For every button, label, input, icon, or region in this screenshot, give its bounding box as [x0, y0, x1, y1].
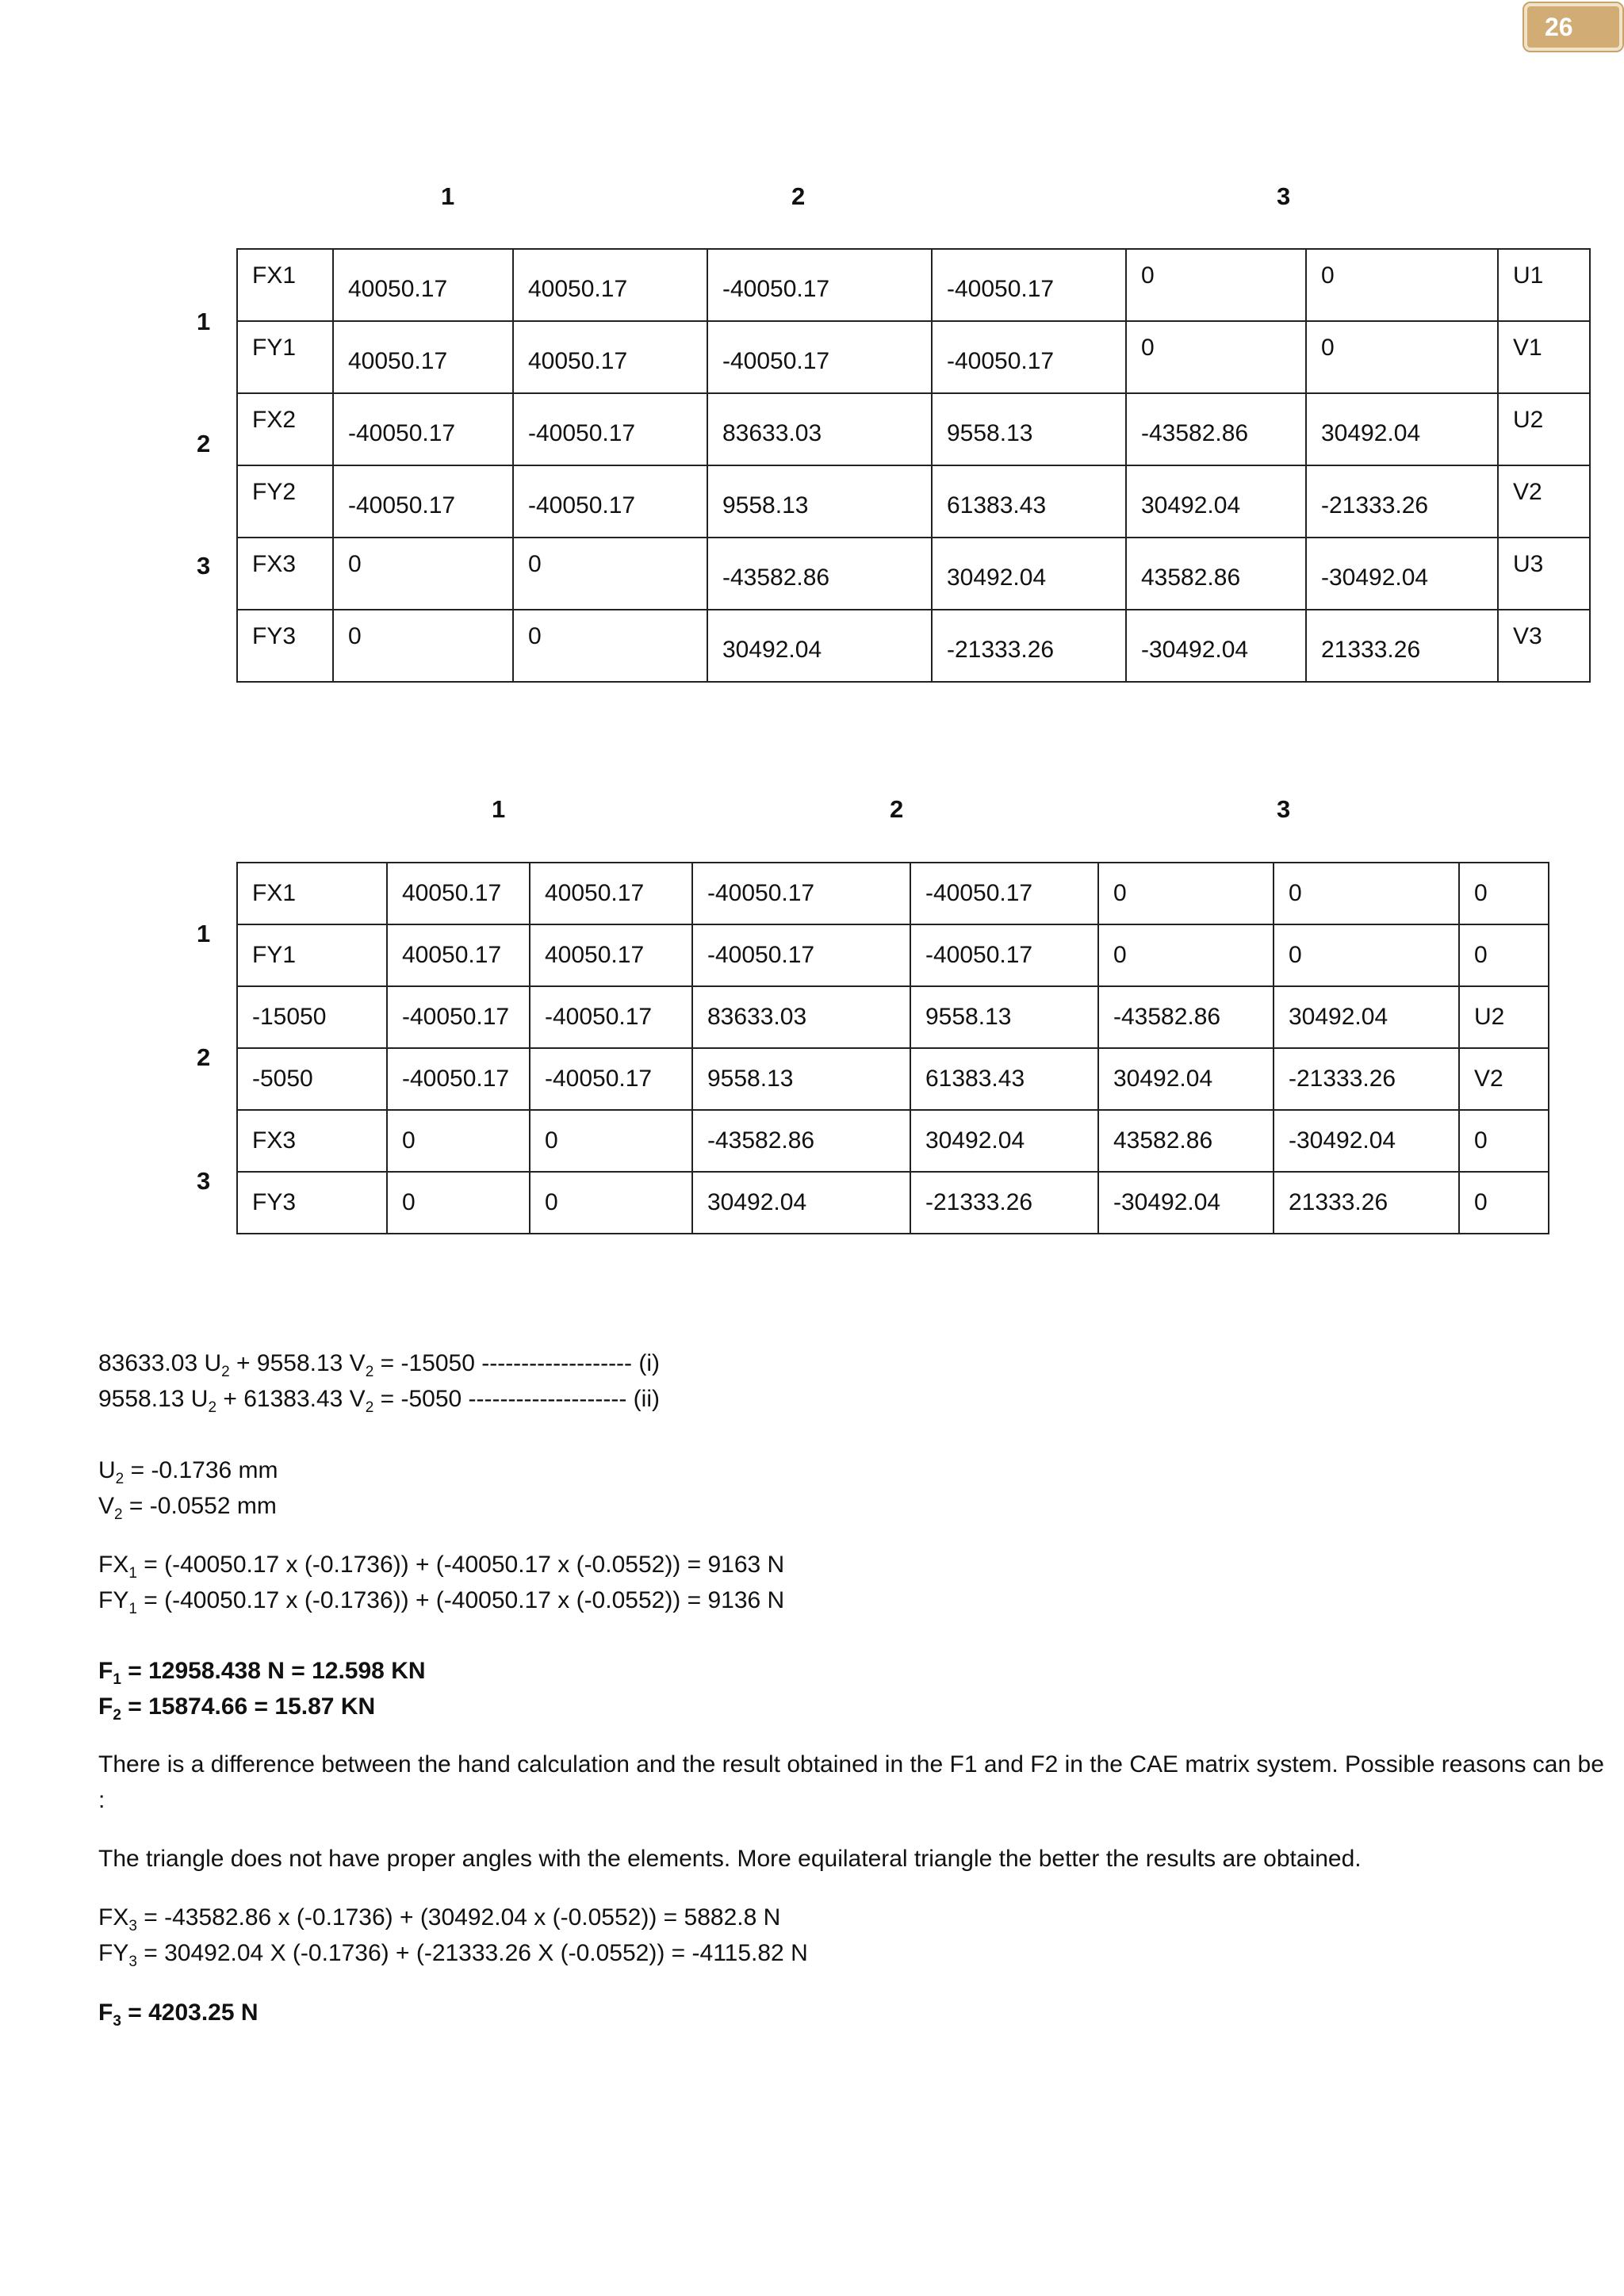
dof-cell: 0 — [1459, 1172, 1549, 1234]
matrix-cell: 0 — [1306, 249, 1498, 321]
matrix-cell: -40050.17 — [910, 863, 1098, 924]
matrix-cell: 0 — [1098, 924, 1274, 986]
matrix-cell: 43582.86 — [1098, 1110, 1274, 1172]
matrix-cell: -40050.17 — [513, 465, 707, 538]
page-number-badge: 26 — [1524, 3, 1622, 51]
row-label-cell: FX2 — [237, 393, 333, 465]
matrix-cell: 83633.03 — [707, 393, 932, 465]
matrix-cell: 9558.13 — [707, 465, 932, 538]
result-fy3: $FY_3 = 30492.04$ X (-0.1736) + (-21333.26 X (-0.0552)) = -4115.82 N — [98, 1940, 808, 1970]
table-row — [237, 610, 1590, 682]
table2-row-group-2: 2 — [197, 1043, 211, 1071]
dof-cell: 0 — [1459, 924, 1549, 986]
matrix-cell: -30492.04 — [1274, 1110, 1459, 1172]
row-label-cell: FY3 — [237, 1172, 387, 1234]
dof-cell: V1 — [1498, 321, 1590, 393]
result-f3: $F_3 = 4203.25$ N — [98, 1999, 259, 2030]
result-v2: $V_2 = -0.0552$ mm — [98, 1493, 277, 1523]
dof-cell: U3 — [1498, 538, 1590, 610]
triangle-paragraph: The triangle does not have proper angles with the elements. More equilateral triangle the better the results are obtained. — [98, 1846, 1362, 1872]
dof-cell: V2 — [1498, 465, 1590, 538]
matrix-cell: 61383.43 — [932, 465, 1126, 538]
table-row — [237, 249, 1590, 321]
dof-cell: V2 — [1459, 1048, 1549, 1110]
matrix-cell: -40050.17 — [530, 986, 692, 1048]
matrix-cell: -40050.17 — [910, 924, 1098, 986]
matrix-cell: -40050.17 — [932, 321, 1126, 393]
matrix-cell: 40050.17 — [530, 924, 692, 986]
matrix-cell: 0 — [1274, 863, 1459, 924]
equation-ii: 9558.13 $U_2 + 61383.43$ $V_2 = -5050$ -------------------- (ii) — [98, 1386, 660, 1416]
matrix-cell: 0 — [387, 1110, 530, 1172]
table2-row-group-3: 3 — [197, 1167, 211, 1195]
matrix-cell: 0 — [530, 1172, 692, 1234]
dof-cell: U2 — [1459, 986, 1549, 1048]
dof-cell: 0 — [1459, 863, 1549, 924]
table2-col-header-1: 1 — [492, 795, 506, 823]
stiffness-matrix-table — [236, 248, 1591, 683]
matrix-cell: -40050.17 — [692, 863, 910, 924]
matrix-cell: -40050.17 — [333, 465, 513, 538]
matrix-cell: 0 — [1126, 321, 1306, 393]
matrix-cell: -21333.26 — [932, 610, 1126, 682]
matrix-cell: 40050.17 — [530, 863, 692, 924]
reduced-matrix-table — [236, 862, 1549, 1234]
table1-col-header-3: 3 — [1277, 182, 1291, 210]
matrix-cell: -30492.04 — [1306, 538, 1498, 610]
table-row — [237, 863, 1549, 924]
matrix-cell: 30492.04 — [1306, 393, 1498, 465]
matrix-cell: 30492.04 — [1274, 986, 1459, 1048]
table2-row-group-1: 1 — [197, 920, 211, 947]
row-label-cell: FY3 — [237, 610, 333, 682]
matrix-cell: 30492.04 — [1098, 1048, 1274, 1110]
matrix-cell: 0 — [530, 1110, 692, 1172]
matrix-cell: 21333.26 — [1306, 610, 1498, 682]
matrix-cell: -43582.86 — [692, 1110, 910, 1172]
table-row — [237, 393, 1590, 465]
matrix-cell: -43582.86 — [1126, 393, 1306, 465]
matrix-cell: 30492.04 — [707, 610, 932, 682]
row-label-cell: FX3 — [237, 1110, 387, 1172]
result-f1: $F_1 = 12958.438$ N = 12.598 KN — [98, 1658, 426, 1688]
matrix-cell: 0 — [333, 538, 513, 610]
equation-i: 83633.03 $U_2 + 9558.13$ $V_2 = -15050$ ------------------- (i) — [98, 1350, 661, 1380]
table1-row-group-1: 1 — [197, 308, 211, 335]
table2-col-header-3: 3 — [1277, 795, 1291, 823]
matrix-cell: 9558.13 — [932, 393, 1126, 465]
matrix-cell: 9558.13 — [692, 1048, 910, 1110]
matrix-cell: 0 — [333, 610, 513, 682]
matrix-cell: 30492.04 — [910, 1110, 1098, 1172]
matrix-cell: 30492.04 — [932, 538, 1126, 610]
table1-col-header-2: 2 — [791, 182, 806, 210]
matrix-cell: 40050.17 — [387, 924, 530, 986]
matrix-cell: 21333.26 — [1274, 1172, 1459, 1234]
matrix-cell: -40050.17 — [692, 924, 910, 986]
matrix-cell: 40050.17 — [513, 249, 707, 321]
matrix-cell: 30492.04 — [1126, 465, 1306, 538]
table2-col-header-2: 2 — [890, 795, 904, 823]
difference-paragraph: There is a difference between the hand calculation and the result obtained in the F1 and F2 in the CAE matrix system. Possible reasons can be : — [98, 1751, 1604, 1813]
matrix-cell: 0 — [1126, 249, 1306, 321]
row-label-cell: FY2 — [237, 465, 333, 538]
matrix-cell: 0 — [1306, 321, 1498, 393]
table-row — [237, 1048, 1549, 1110]
table1-col-header-1: 1 — [441, 182, 455, 210]
matrix-cell: 40050.17 — [333, 249, 513, 321]
table1-row-group-3: 3 — [197, 552, 211, 580]
matrix-cell: 9558.13 — [910, 986, 1098, 1048]
table-row — [237, 924, 1549, 986]
matrix-cell: -40050.17 — [932, 249, 1126, 321]
row-label-cell: FY1 — [237, 321, 333, 393]
matrix-cell: 61383.43 — [910, 1048, 1098, 1110]
table-row — [237, 538, 1590, 610]
result-u2: $U_2 = -0.1736$ mm — [98, 1457, 278, 1487]
row-label-cell: -15050 — [237, 986, 387, 1048]
matrix-cell: -40050.17 — [387, 986, 530, 1048]
row-label-cell: FX1 — [237, 863, 387, 924]
matrix-cell: -40050.17 — [387, 1048, 530, 1110]
row-label-cell: FX3 — [237, 538, 333, 610]
dof-cell: U2 — [1498, 393, 1590, 465]
matrix-cell: 0 — [387, 1172, 530, 1234]
dof-cell: U1 — [1498, 249, 1590, 321]
matrix-cell: -40050.17 — [707, 249, 932, 321]
matrix-cell: 0 — [1274, 924, 1459, 986]
matrix-cell: -21333.26 — [1306, 465, 1498, 538]
table-row — [237, 1110, 1549, 1172]
matrix-cell: 40050.17 — [513, 321, 707, 393]
matrix-cell: 0 — [1098, 863, 1274, 924]
matrix-cell: -40050.17 — [513, 393, 707, 465]
table-row — [237, 986, 1549, 1048]
matrix-cell: 40050.17 — [333, 321, 513, 393]
row-label-cell: -5050 — [237, 1048, 387, 1110]
matrix-cell: -40050.17 — [707, 321, 932, 393]
dof-cell: 0 — [1459, 1110, 1549, 1172]
table-row — [237, 1172, 1549, 1234]
matrix-cell: -30492.04 — [1098, 1172, 1274, 1234]
result-fy1: $FY_1 = (-40050.17$ x (-0.1736)) + (-40050.17 x (-0.0552)) = 9136 N — [98, 1587, 785, 1617]
table-row — [237, 321, 1590, 393]
result-f2: $F_2 = 15874.66 = 15.87$ KN — [98, 1693, 376, 1724]
matrix-cell: 40050.17 — [387, 863, 530, 924]
matrix-cell: -21333.26 — [910, 1172, 1098, 1234]
matrix-cell: -30492.04 — [1126, 610, 1306, 682]
table1-row-group-2: 2 — [197, 430, 211, 457]
matrix-cell: -43582.86 — [1098, 986, 1274, 1048]
matrix-cell: 83633.03 — [692, 986, 910, 1048]
matrix-cell: -40050.17 — [530, 1048, 692, 1110]
dof-cell: V3 — [1498, 610, 1590, 682]
matrix-cell: 43582.86 — [1126, 538, 1306, 610]
row-label-cell: FY1 — [237, 924, 387, 986]
matrix-cell: 0 — [513, 538, 707, 610]
matrix-cell: -40050.17 — [333, 393, 513, 465]
matrix-cell: 30492.04 — [692, 1172, 910, 1234]
table-row — [237, 465, 1590, 538]
result-fx3: $FX_3 = -43582.86$ x (-0.1736) + (30492.04 x (-0.0552)) = 5882.8 N — [98, 1904, 781, 1934]
matrix-cell: -21333.26 — [1274, 1048, 1459, 1110]
row-label-cell: FX1 — [237, 249, 333, 321]
matrix-cell: 0 — [513, 610, 707, 682]
result-fx1: $FX_1 = (-40050.17$ x (-0.1736)) + (-40050.17 x (-0.0552)) = 9163 N — [98, 1552, 785, 1582]
matrix-cell: -43582.86 — [707, 538, 932, 610]
